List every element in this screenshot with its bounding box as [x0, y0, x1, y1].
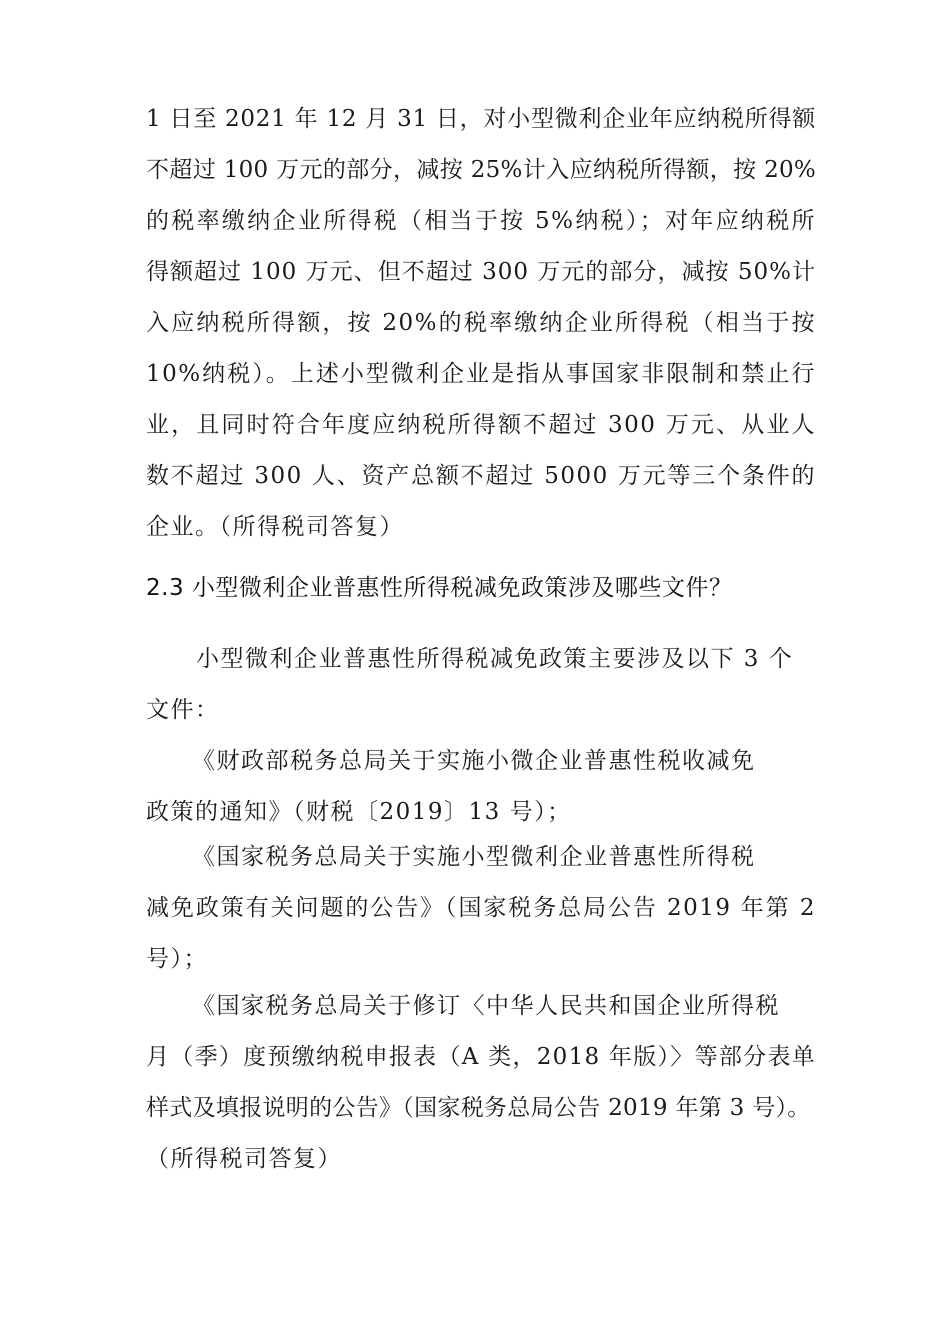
paragraph-line: 样式及填报说明的公告》（国家税务总局公告 2019 年第 3 号）。	[146, 1095, 811, 1121]
paragraph-line: 数不超过 300 人、资产总额不超过 5000 万元等三个条件的	[146, 463, 816, 489]
paragraph-line: 《国家税务总局关于修订〈中华人民共和国企业所得税	[192, 993, 780, 1019]
document-reference-1	[146, 736, 816, 838]
paragraph-line: 号）；	[146, 946, 208, 972]
paragraph-line: 文件：	[146, 697, 220, 723]
paragraph-line: 10%纳税）。上述小型微利企业是指从事国家非限制和禁止行	[146, 361, 816, 387]
paragraph-documents-intro	[146, 634, 816, 736]
section-heading-2-3: 2.3 小型微利企业普惠性所得税减免政策涉及哪些文件？	[146, 575, 733, 601]
paragraph-line: （所得税司答复）	[146, 1146, 342, 1172]
paragraph-line: 减免政策有关问题的公告》（国家税务总局公告 2019 年第 2	[146, 895, 816, 921]
paragraph-line: 《国家税务总局关于实施小型微利企业普惠性所得税	[192, 844, 756, 870]
paragraph-line: 1 日至 2021 年 12 月 31 日，对小型微利企业年应纳税所得额	[146, 106, 816, 132]
paragraph-line: 的税率缴纳企业所得税（相当于按 5%纳税）；对年应纳税所	[146, 208, 816, 234]
document-reference-3	[146, 981, 816, 1185]
paragraph-line: 政策的通知》（财税〔2019〕13 号）；	[146, 799, 572, 825]
paragraph-line: 《财政部税务总局关于实施小微企业普惠性税收减免	[192, 748, 756, 774]
paragraph-line: 业，且同时符合年度应纳税所得额不超过 300 万元、从业人	[146, 412, 816, 438]
document-reference-2	[146, 832, 816, 985]
paragraph-line: 得额超过 100 万元、但不超过 300 万元的部分，减按 50%计	[146, 259, 816, 285]
paragraph-line: 入应纳税所得额，按 20%的税率缴纳企业所得税（相当于按	[146, 310, 816, 336]
paragraph-small-enterprise-tax-rates	[146, 94, 816, 553]
paragraph-line: 小型微利企业普惠性所得税减免政策主要涉及以下 3 个	[196, 646, 794, 672]
paragraph-line: 月（季）度预缴纳税申报表（A 类，2018 年版）〉等部分表单	[146, 1044, 816, 1070]
paragraph-line: 不超过 100 万元的部分，减按 25%计入应纳税所得额，按 20%	[146, 157, 816, 183]
paragraph-line: 企业。（所得税司答复）	[146, 514, 404, 540]
